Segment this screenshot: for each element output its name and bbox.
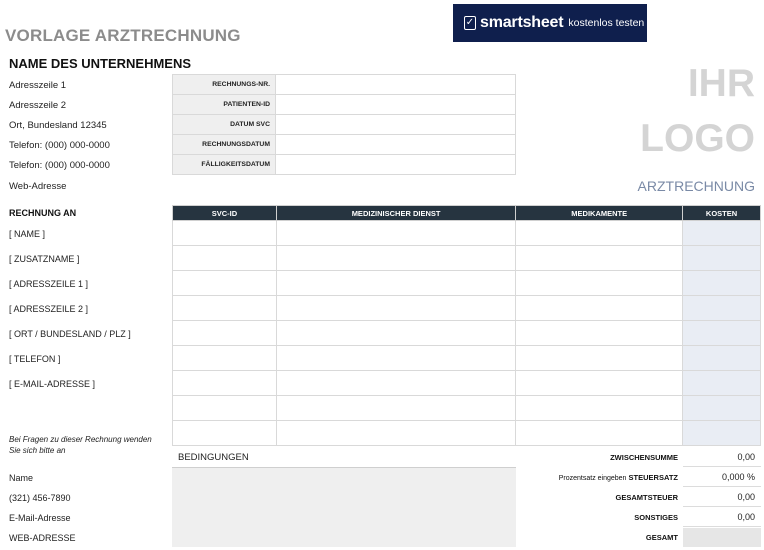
column-header-medication: MEDIKAMENTE [516,206,683,221]
medication-cell[interactable] [516,371,683,396]
total-tax-label: GESAMTSTEUER [615,493,678,502]
table-header-row [173,206,761,221]
total-tax-value: 0,00 [683,488,761,507]
cost-cell[interactable] [683,321,761,346]
service-cell[interactable] [276,396,516,421]
meta-label: RECHNUNGSDATUM [173,135,276,155]
svc-id-cell[interactable] [173,321,277,346]
contact-email[interactable]: E-Mail-Adresse [9,513,71,523]
patient-id-field[interactable] [276,95,516,115]
cost-cell[interactable] [683,396,761,421]
bill-to-address-1[interactable]: [ ADRESSZEILE 1 ] [9,279,89,289]
city-state-zip[interactable]: Ort, Bundesland 12345 [9,120,107,131]
contact-note: Bei Fragen zu dieser Rechnung wenden Sie sich bitte an [9,435,152,455]
contact-web[interactable]: WEB-ADRESSE [9,533,76,543]
promo-text: kostenlos testen [568,17,645,29]
cost-cell[interactable] [683,346,761,371]
medication-cell[interactable] [516,346,683,371]
medication-cell[interactable] [516,396,683,421]
contact-name[interactable]: Name [9,473,34,483]
meta-row [173,155,516,175]
cost-cell[interactable] [683,271,761,296]
table-row [173,396,761,421]
invoice-number-field[interactable] [276,75,516,95]
meta-row [173,135,516,155]
invoice-subtitle: ARZTRECHNUNG [637,178,755,194]
bill-to-additional-name[interactable]: [ ZUSATZNAME ] [9,254,80,264]
medication-cell[interactable] [516,271,683,296]
meta-label: DATUM SVC [173,115,276,135]
company-name[interactable]: NAME DES UNTERNEHMENS [9,56,192,71]
table-row [173,271,761,296]
tax-rate-label: STEUERSATZ [628,473,678,482]
bill-to-heading: RECHNUNG AN [9,208,77,218]
medication-cell[interactable] [516,221,683,246]
meta-label: PATIENTEN-ID [173,95,276,115]
cost-cell[interactable] [683,371,761,396]
medication-cell[interactable] [516,321,683,346]
svc-id-cell[interactable] [173,221,277,246]
medication-cell[interactable] [516,421,683,446]
cost-cell[interactable] [683,221,761,246]
bill-to-name[interactable]: [ NAME ] [9,229,46,239]
service-cell[interactable] [276,246,516,271]
table-row [173,246,761,271]
service-cell[interactable] [276,346,516,371]
tax-rate-input[interactable]: 0,000 % [683,468,761,487]
svc-id-cell[interactable] [173,346,277,371]
svc-id-cell[interactable] [173,396,277,421]
contact-phone[interactable]: (321) 456-7890 [9,493,71,503]
terms-input[interactable] [172,467,516,547]
table-row [173,221,761,246]
cost-cell[interactable] [683,296,761,321]
table-body [173,221,761,446]
logo-placeholder-line1[interactable]: IHR [687,62,755,105]
service-cell[interactable] [276,221,516,246]
svc-id-cell[interactable] [173,421,277,446]
medication-cell[interactable] [516,246,683,271]
smartsheet-banner[interactable] [453,4,647,42]
svc-id-cell[interactable] [173,296,277,321]
table-row [173,371,761,396]
document-title: VORLAGE ARZTRECHNUNG [5,26,241,45]
meta-row [173,75,516,95]
other-input[interactable]: 0,00 [683,508,761,527]
service-cell[interactable] [276,371,516,396]
meta-label: RECHNUNGS-NR. [173,75,276,95]
subtotal-value: 0,00 [683,448,761,467]
other-label: SONSTIGES [634,513,678,522]
cost-cell[interactable] [683,246,761,271]
subtotal-label: ZWISCHENSUMME [610,453,678,462]
table-row [173,321,761,346]
column-header-cost: KOSTEN [683,206,761,221]
invoice-date-field[interactable] [276,135,516,155]
column-header-service: MEDIZINISCHER DIENST [276,206,516,221]
logo-placeholder-line2[interactable]: LOGO [640,117,755,160]
service-date-field[interactable] [276,115,516,135]
tax-rate-hint: Prozentsatz eingeben [558,475,627,482]
cost-cell[interactable] [683,421,761,446]
table-row [173,421,761,446]
phone-1[interactable]: Telefon: (000) 000-0000 [9,140,110,151]
bill-to-phone[interactable]: [ TELEFON ] [9,354,61,364]
invoice-meta-table [172,74,516,175]
web-address[interactable]: Web-Adresse [9,181,67,192]
svc-id-cell[interactable] [173,246,277,271]
phone-2[interactable]: Telefon: (000) 000-0000 [9,160,110,171]
column-header-svc-id: SVC-ID [173,206,277,221]
service-cell[interactable] [276,271,516,296]
due-date-field[interactable] [276,155,516,175]
svc-id-cell[interactable] [173,371,277,396]
svc-id-cell[interactable] [173,271,277,296]
meta-label: FÄLLIGKEITSDATUM [173,155,276,175]
address-line-1[interactable]: Adresszeile 1 [9,80,67,91]
meta-row [173,115,516,135]
grand-total-label: GESAMT [645,533,678,542]
grand-total-value [683,528,761,547]
bill-to-address-2[interactable]: [ ADRESSZEILE 2 ] [9,304,89,314]
services-table [172,205,761,446]
bill-to-city-state-zip[interactable]: [ ORT / BUNDESLAND / PLZ ] [9,329,131,339]
table-row [173,296,761,321]
bill-to-email[interactable]: [ E-MAIL-ADRESSE ] [9,379,96,389]
address-line-2[interactable]: Adresszeile 2 [9,100,67,111]
medication-cell[interactable] [516,296,683,321]
service-cell[interactable] [276,421,516,446]
checkmark-icon: ✓ [465,17,475,28]
table-row [173,346,761,371]
terms-heading: BEDINGUNGEN [178,452,249,463]
meta-row [173,95,516,115]
service-cell[interactable] [276,321,516,346]
brand-name: smartsheet [480,14,564,31]
service-cell[interactable] [276,296,516,321]
tax-label-group [520,473,678,482]
